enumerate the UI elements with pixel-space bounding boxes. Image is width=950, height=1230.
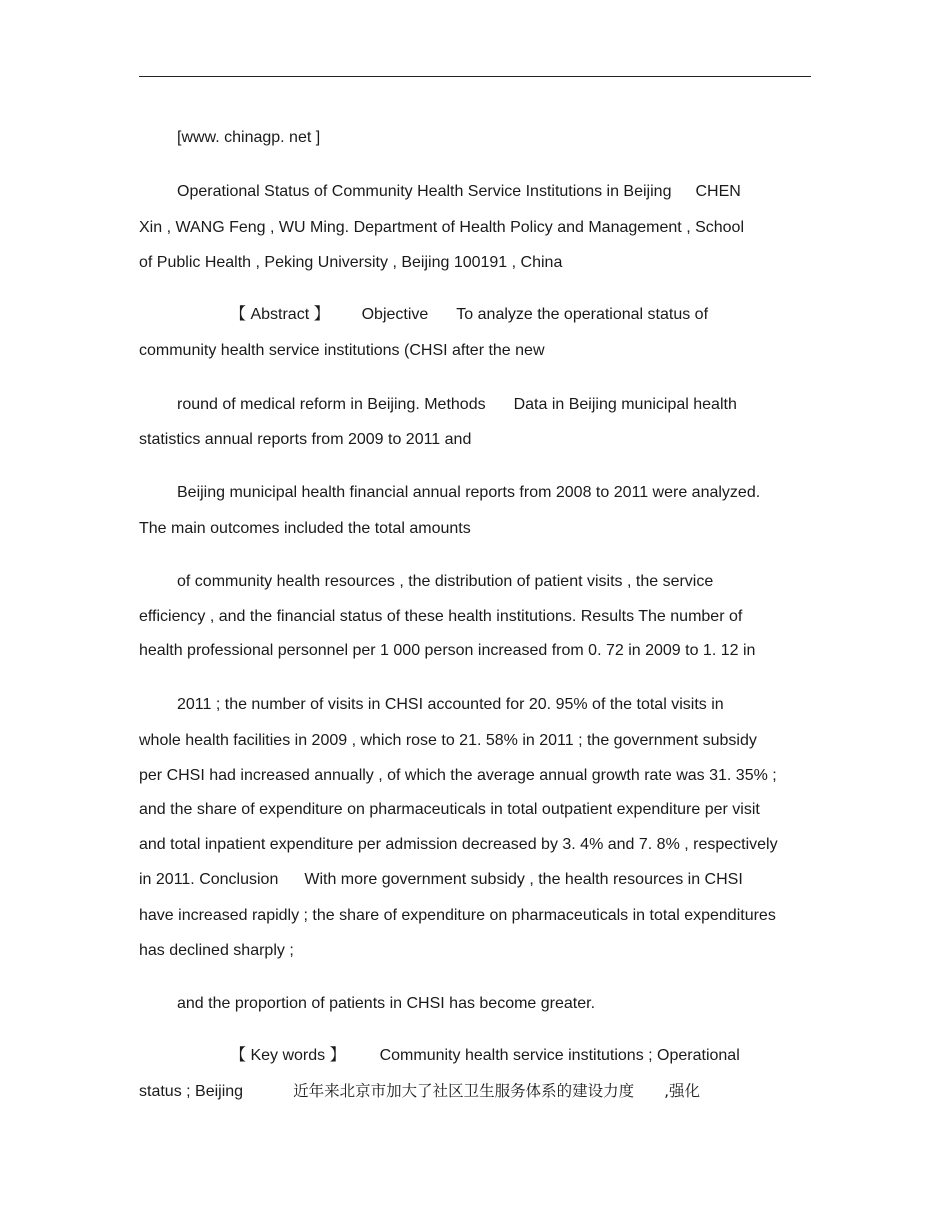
abstract-line-10: 2011 ; the number of visits in CHSI accounted for 20. 95% of the total visits in <box>177 696 724 713</box>
keywords-line-2 <box>139 1081 700 1102</box>
chinese-body-text: 近年来北京市加大了社区卫生服务体系的建设力度 <box>293 1082 635 1100</box>
author-first: CHEN <box>695 183 741 200</box>
header-rule <box>139 76 811 77</box>
title-line-1 <box>177 182 741 202</box>
article-title: Operational Status of Community Health Service Institutions in Beijing <box>177 183 672 200</box>
title-line-3: of Public Health , Peking University , Beijing 100191 , China <box>139 254 563 271</box>
keywords-line-1 <box>230 1046 740 1066</box>
conclusion-tail: With more government subsidy , the health resources in CHSI <box>304 871 743 888</box>
abstract-line-18: and the proportion of patients in CHSI has become greater. <box>177 995 596 1012</box>
abstract-line-6: The main outcomes included the total amounts <box>139 520 471 537</box>
chinese-body-tail: ,强化 <box>664 1082 701 1100</box>
abstract-line-9: health professional personnel per 1 000 person increased from 0. 72 in 2009 to 1. 12 in <box>139 642 756 659</box>
abstract-line-11: whole health facilities in 2009 , which rose to 21. 58% in 2011 ; the government subsidy <box>139 732 757 749</box>
title-line-2: Xin , WANG Feng , WU Ming. Department of Health Policy and Management , School <box>139 219 744 236</box>
abstract-line-15 <box>139 870 743 890</box>
abstract-line-14: and total inpatient expenditure per admission decreased by 3. 4% and 7. 8% , respectively <box>139 836 778 853</box>
source-url: [www. chinagp. net ] <box>177 129 321 146</box>
abstract-label: 【 Abstract 】 <box>230 306 330 323</box>
methods-text: round of medical reform in Beijing. Methods <box>177 396 486 413</box>
abstract-line-1 <box>230 305 708 325</box>
abstract-line-4: statistics annual reports from 2009 to 2011 and <box>139 431 472 448</box>
abstract-line-13: and the share of expenditure on pharmaceuticals in total outpatient expenditure per visit <box>139 801 760 818</box>
methods-tail: Data in Beijing municipal health <box>513 396 737 413</box>
keywords-text: Community health service institutions ; Operational <box>379 1047 740 1064</box>
abstract-line-12: per CHSI had increased annually , of which the average annual growth rate was 31. 35% ; <box>139 767 777 784</box>
abstract-line-16: have increased rapidly ; the share of expenditure on pharmaceuticals in total expenditures <box>139 907 776 924</box>
objective-label: Objective <box>361 306 429 323</box>
abstract-line-2: community health service institutions (CHSI after the new <box>139 342 545 359</box>
abstract-line-5: Beijing municipal health financial annual reports from 2008 to 2011 were analyzed. <box>177 484 761 501</box>
keywords-text-2: status ; Beijing <box>139 1083 244 1100</box>
abstract-line-17: has declined sharply ; <box>139 942 294 959</box>
abstract-line-7: of community health resources , the distribution of patient visits , the service <box>177 573 714 590</box>
abstract-line-3 <box>177 395 737 415</box>
conclusion-text: in 2011. Conclusion <box>139 871 279 888</box>
objective-text: To analyze the operational status of <box>456 306 709 323</box>
abstract-line-8: efficiency , and the financial status of these health institutions. Results The number of <box>139 608 743 625</box>
keywords-label: 【 Key words 】 <box>230 1047 346 1064</box>
